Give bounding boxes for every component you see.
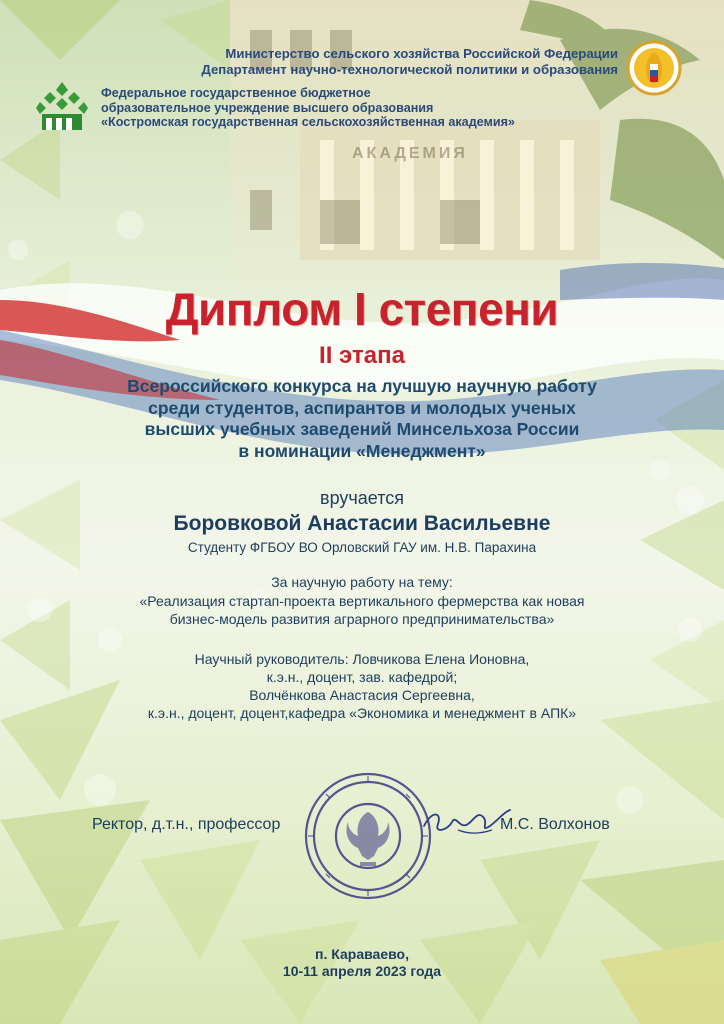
supervisors xyxy=(0,650,724,722)
rector-name: М.С. Волхонов xyxy=(500,816,610,833)
place-and-date xyxy=(0,946,724,980)
academy-logo-icon xyxy=(36,80,88,132)
supervisor-line-2: к.э.н., доцент, зав. кафедрой; xyxy=(266,669,458,685)
academy-line-2: образовательное учреждение высшего образования xyxy=(101,100,434,115)
ministry-name: Министерство сельского хозяйства Российской Федерации xyxy=(225,46,618,61)
department-name: Департамент научно-технологической политики и образования xyxy=(201,62,618,77)
ministry-header xyxy=(201,46,618,78)
contest-line-4: в номинации «Менеджмент» xyxy=(238,440,486,461)
diploma-stage: II этапа xyxy=(319,342,405,369)
building-sign: АКАДЕМИЯ xyxy=(352,145,468,162)
topic-line-1: «Реализация стартап-проекта вертикального фермерства как новая xyxy=(139,593,585,609)
topic-label: За научную работу на тему: xyxy=(271,574,453,590)
contest-line-1: Всероссийского конкурса на лучшую научную работу xyxy=(127,376,597,396)
awarded-label: вручается xyxy=(320,488,404,508)
supervisor-line-4: к.э.н., доцент, доцент,кафедра «Экономика и менеджмент в АПК» xyxy=(147,705,577,721)
recipient-info: Студенту ФГБОУ ВО Орловский ГАУ им. Н.В. Парахина xyxy=(187,540,537,555)
academy-line-3: «Костромская государственная сельскохозяйственная академия» xyxy=(101,115,515,129)
supervisor-line-3: Волчёнкова Анастасия Сергеевна, xyxy=(249,687,475,703)
academy-header xyxy=(101,86,515,130)
official-seal-icon xyxy=(302,770,434,902)
ministry-emblem-icon xyxy=(626,40,682,96)
contest-line-3: высших учебных заведений Минсельхоза России xyxy=(144,419,580,439)
place: п. Караваево, xyxy=(315,946,409,962)
recipient-name: Боровковой Анастасии Васильевне xyxy=(173,512,551,535)
date: 10-11 апреля 2023 года xyxy=(282,963,442,979)
academy-line-1: Федеральное государственное бюджетное xyxy=(101,86,371,100)
contest-description xyxy=(0,376,724,462)
diploma-title: Диплом I степени xyxy=(165,283,559,335)
topic-text xyxy=(0,592,724,628)
contest-line-2: среди студентов, аспирантов и молодых ученых xyxy=(148,397,576,418)
supervisor-line-1: Научный руководитель: Ловчикова Елена Ионовна, xyxy=(194,651,530,667)
topic-line-2: бизнес-модель развития аграрного предпринимательства» xyxy=(169,611,555,627)
rector-position: Ректор, д.т.н., профессор xyxy=(92,816,281,833)
